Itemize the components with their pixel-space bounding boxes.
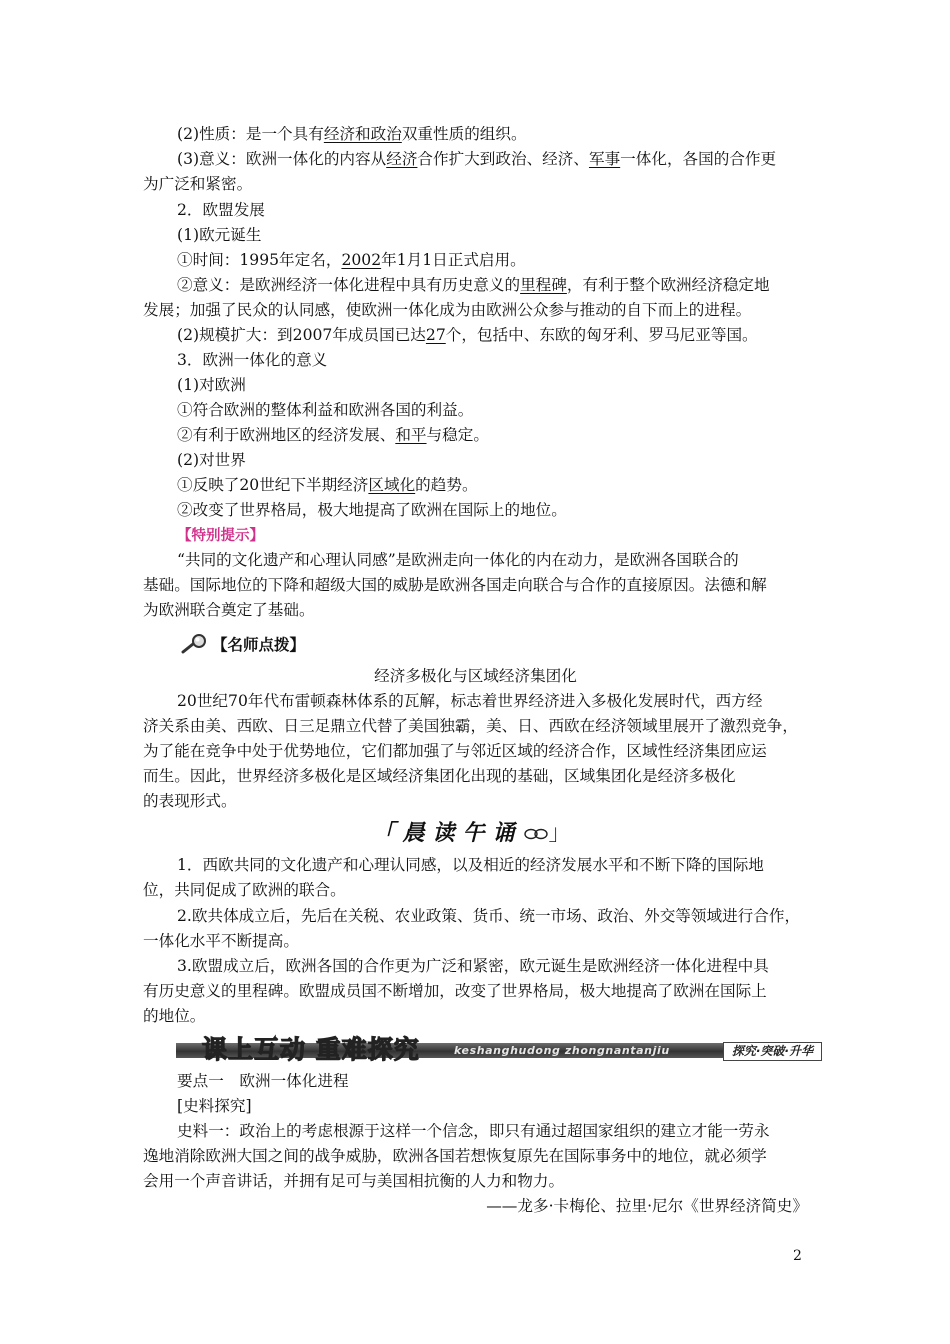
text-line bbox=[177, 498, 808, 523]
underlined-answer: 里程碑 bbox=[520, 276, 567, 294]
text-run: ，有利于整个欧洲经济稳定地 bbox=[566, 276, 770, 294]
banner-motto: 探究·突破·升华 bbox=[723, 1042, 822, 1061]
page-number: 2 bbox=[793, 1248, 802, 1264]
text-run: 2.欧共体成立后，先后在关税、农业政策、货币、统一市场、政治、外交等领域进行合作， bbox=[177, 907, 801, 925]
text-line bbox=[177, 904, 808, 929]
text-run: 合作扩大到政治、经济、 bbox=[417, 150, 589, 168]
text-line bbox=[177, 423, 808, 448]
text-run: 要点一 欧洲一体化进程 bbox=[177, 1072, 349, 1090]
text-line bbox=[143, 1169, 808, 1194]
text-line bbox=[177, 473, 808, 498]
magnifier-icon bbox=[180, 633, 210, 655]
text-run: (2)对世界 bbox=[177, 451, 246, 469]
text-run: (2)规模扩大：到2007年成员国已达 bbox=[177, 326, 426, 344]
text-run: 1．西欧共同的文化遗产和心理认同感，以及相近的经济发展水平和不断下降的国际地 bbox=[177, 856, 764, 874]
text-line bbox=[143, 878, 808, 903]
text-run: (1)对欧洲 bbox=[177, 376, 246, 394]
text-run: ①反映了20世纪下半期经济 bbox=[177, 476, 369, 494]
text-line bbox=[143, 573, 808, 598]
text-line bbox=[143, 929, 808, 954]
banner-pinyin: keshanghudong zhongnantanjiu bbox=[454, 1044, 670, 1057]
text-run: 3．欧洲一体化的意义 bbox=[177, 351, 328, 369]
text-run: 【特别提示】 bbox=[177, 528, 264, 544]
text-line bbox=[177, 853, 808, 878]
underlined-answer: 区域化 bbox=[368, 476, 416, 494]
text-line bbox=[143, 664, 808, 689]
banner-title: 课上互动 重难探究 bbox=[202, 1035, 420, 1064]
text-line bbox=[177, 373, 808, 398]
text-line bbox=[177, 147, 808, 172]
text-run: 的地位。 bbox=[143, 1007, 206, 1025]
text-run: ①时间：1995年定名， bbox=[177, 251, 342, 269]
text-run: 年1月1日正式启用。 bbox=[381, 251, 526, 269]
text-line bbox=[177, 448, 808, 473]
underlined-answer: 和平 bbox=[395, 426, 427, 444]
text-line bbox=[177, 1119, 808, 1144]
text-line bbox=[143, 1194, 808, 1219]
text-run: ②意义：是欧洲经济一体化进程中具有历史意义的 bbox=[177, 276, 521, 294]
text-run: 一体化，各国的合作更 bbox=[620, 150, 777, 168]
text-run: ①符合欧洲的整体利益和欧洲各国的利益。 bbox=[177, 401, 474, 419]
text-line bbox=[177, 223, 808, 248]
text-line bbox=[177, 1069, 808, 1094]
text-run: 位，共同促成了欧洲的联合。 bbox=[143, 881, 346, 899]
text-line bbox=[143, 1004, 808, 1029]
text-run: (3)意义：欧洲一体化的内容从 bbox=[177, 150, 387, 168]
text-run: 个，包括中、东欧的匈牙利、罗马尼亚等国。 bbox=[445, 326, 758, 344]
text-run: ②改变了世界格局，极大地提高了欧洲在国际上的地位。 bbox=[177, 501, 567, 519]
text-run: 的表现形式。 bbox=[143, 792, 237, 810]
text-line bbox=[143, 739, 808, 764]
text-run: 2．欧盟发展 bbox=[177, 201, 265, 219]
text-line bbox=[177, 248, 808, 273]
underlined-answer: 经济 bbox=[386, 150, 418, 168]
text-line bbox=[143, 598, 808, 623]
text-line bbox=[143, 298, 808, 323]
text-line bbox=[143, 979, 808, 1004]
text-line bbox=[177, 689, 808, 714]
text-run: 逸地消除欧洲大国之间的战争威胁，欧洲各国若想恢复原先在国际事务中的地位，就必须学 bbox=[143, 1147, 767, 1165]
text-run: 双重性质的组织。 bbox=[401, 125, 527, 143]
teacher-tip-heading bbox=[180, 631, 305, 657]
text-run: 3.欧盟成立后，欧洲各国的合作更为广泛和紧密，欧元诞生是欧洲经济一体化进程中具 bbox=[177, 957, 769, 975]
text-run: 为了能在竞争中处于优势地位，它们都加强了与邻近区域的经济合作，区域性经济集团应运 bbox=[143, 742, 767, 760]
morning-reading-close: 」 bbox=[548, 821, 579, 846]
text-line bbox=[177, 273, 808, 298]
text-line bbox=[177, 954, 808, 979]
text-line bbox=[177, 1094, 808, 1119]
text-run: 济关系由美、西欧、日三足鼎立代替了美国独霸，美、日、西欧在经济领域里展开了激烈竞争， bbox=[143, 717, 798, 735]
text-line bbox=[177, 348, 808, 373]
text-run: 有历史意义的里程碑。欧盟成员国不断增加，改变了世界格局，极大地提高了欧洲在国际上 bbox=[143, 982, 767, 1000]
text-run: 与稳定。 bbox=[426, 426, 489, 444]
teacher-tip-label: 【名师点拨】 bbox=[212, 636, 306, 654]
text-run: [史料探究] bbox=[177, 1097, 252, 1115]
underlined-answer: 经济和政治 bbox=[323, 125, 402, 143]
text-line bbox=[143, 764, 808, 789]
underlined-answer: 2002 bbox=[341, 251, 382, 269]
text-run: 为广泛和紧密。 bbox=[143, 175, 253, 193]
underlined-answer: 军事 bbox=[588, 150, 621, 168]
morning-reading-heading bbox=[143, 818, 808, 850]
text-run: 一体化水平不断提高。 bbox=[143, 932, 299, 950]
text-line bbox=[143, 789, 808, 814]
text-line bbox=[177, 548, 808, 573]
text-run: 史料一：政治上的考虑根源于这样一个信念，即只有通过超国家组织的建立才能一劳永 bbox=[177, 1122, 770, 1140]
text-line bbox=[177, 122, 808, 147]
text-run: 的趋势。 bbox=[415, 476, 478, 494]
text-run: 经济多极化与区域经济集团化 bbox=[374, 667, 577, 685]
text-run: 基础。国际地位的下降和超级大国的威胁是欧洲各国走向联合与合作的直接原因。法德和解 bbox=[143, 576, 767, 594]
underlined-answer: 27 bbox=[425, 326, 446, 344]
text-run: (1)欧元诞生 bbox=[177, 226, 262, 244]
text-run: “共同的文化遗产和心理认同感”是欧洲走向一体化的内在动力，是欧洲各国联合的 bbox=[177, 551, 739, 569]
text-line bbox=[143, 172, 808, 197]
text-run: ——龙多·卡梅伦、拉里·尼尔《世界经济简史》 bbox=[486, 1197, 808, 1215]
text-run: 发展；加强了民众的认同感，使欧洲一体化成为由欧洲公众参与推动的自下而上的进程。 bbox=[143, 301, 752, 319]
text-line bbox=[177, 323, 808, 348]
text-line bbox=[177, 198, 808, 223]
morning-reading-label: 「晨读午诵 bbox=[372, 821, 523, 846]
text-line bbox=[143, 1144, 808, 1169]
text-run: 为欧洲联合奠定了基础。 bbox=[143, 601, 315, 619]
decorative-knot-icon bbox=[523, 827, 549, 841]
text-run: ②有利于欧洲地区的经济发展、 bbox=[177, 426, 396, 444]
section-banner bbox=[176, 1035, 822, 1065]
text-run: 而生。因此，世界经济多极化是区域经济集团化出现的基础，区域集团化是经济多极化 bbox=[143, 767, 736, 785]
text-line bbox=[143, 714, 808, 739]
special-tip-heading bbox=[177, 523, 808, 548]
text-line bbox=[177, 398, 808, 423]
text-run: 会用一个声音讲话，并拥有足可与美国相抗衡的人力和物力。 bbox=[143, 1172, 565, 1190]
text-run: (2)性质：是一个具有 bbox=[177, 125, 324, 143]
text-run: 20世纪70年代布雷顿森林体系的瓦解，标志着世界经济进入多极化发展时代，西方经 bbox=[177, 692, 763, 710]
